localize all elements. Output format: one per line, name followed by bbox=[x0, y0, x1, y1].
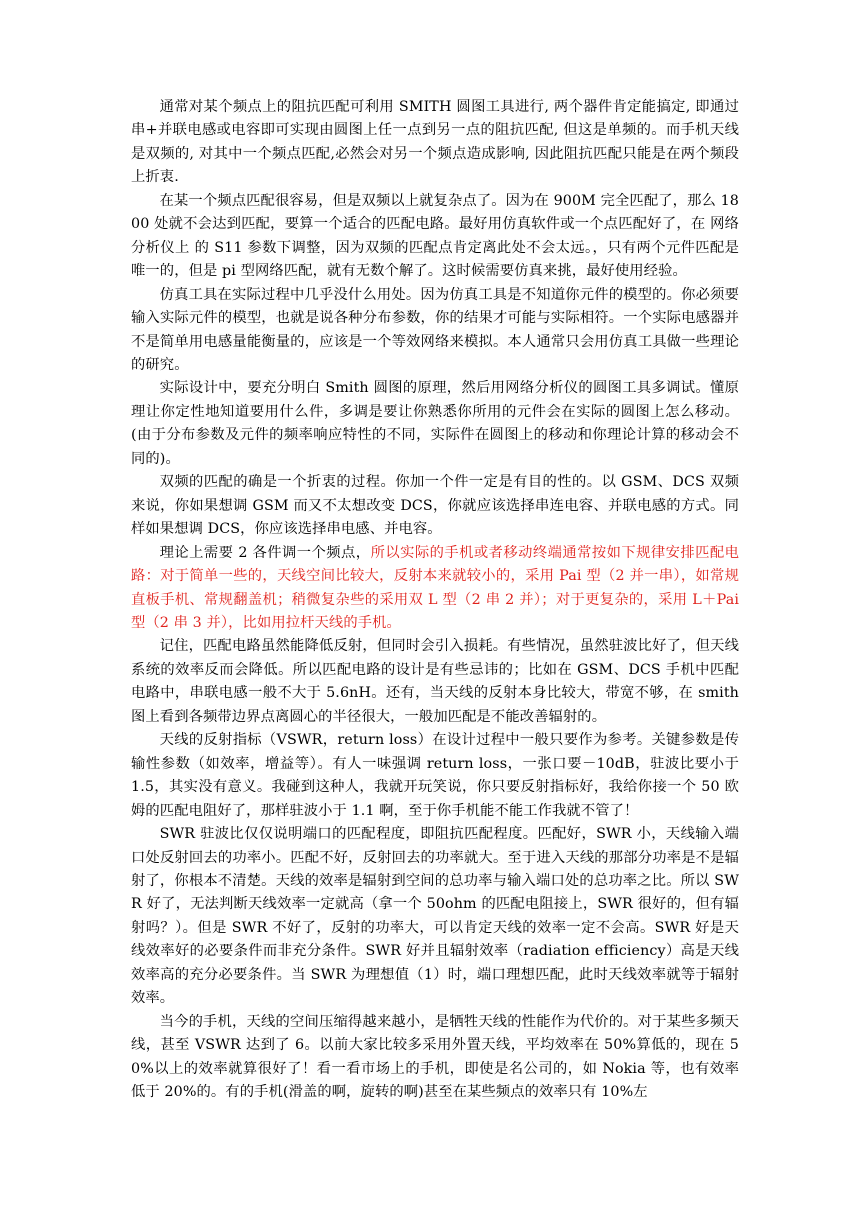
paragraph-6-highlight: 所以实际的手机或者移动终端通常按如下规律安排匹配电路：对于简单一些的，天线空间比较大，反射本来就较小的，采用 Pai 型（2 并一串），如常规直板手机、常规翻盖机；稍微复杂些的采用双 L 型（2 串 2 并）；对于更复杂的，采用 L＋Pai 型（2 串 3 并），比如用拉杆天线的手机。 bbox=[131, 544, 739, 631]
paragraph-4 bbox=[131, 377, 739, 471]
paragraph-9 bbox=[131, 823, 739, 1011]
paragraph-10-text: 当今的手机，天线的空间压缩得越来越小，是牺牲天线的性能作为代价的。对于某些多频天线，甚至 VSWR 达到了 6。以前大家比较多采用外置天线，平均效率在 50%算低的，现在 50%以上的效率就算很好了！看一看市场上的手机，即使是名公司的，如 Nokia 等，也有效率低于 20%的。有的手机(滑盖的啊，旋转的啊)甚至在某些频点的效率只有 10%左 bbox=[131, 1013, 739, 1101]
paragraph-1 bbox=[131, 96, 739, 190]
paragraph-5-text: 双频的匹配的确是一个折衷的过程。你加一个件一定是有目的性的。以 GSM、DCS 双频来说，你如果想调 GSM 而又不太想改变 DCS，你就应该选择串连电容、并联电感的方式。同样如果想调 DCS，你应该选择串电感、并电容。 bbox=[131, 474, 739, 538]
paragraph-8-text: 天线的反射指标（VSWR，return loss）在设计过程中一般只要作为参考。关键参数是传输性参数（如效率，增益等）。有人一味强调 return loss，一张口要－10dB，驻波比要小于 1.5，其实没有意义。我碰到这种人，我就开玩笑说，你只要反射指标好，我给你接一个 50 欧姆的匹配电阻好了，那样驻波小于 1.1 啊，至于你手机能不能工作我就不管了！ bbox=[131, 732, 739, 819]
paragraph-7 bbox=[131, 635, 739, 729]
paragraph-6 bbox=[131, 542, 739, 636]
paragraph-3 bbox=[131, 284, 739, 378]
paragraph-2 bbox=[131, 190, 739, 284]
text-column bbox=[131, 96, 739, 1104]
paragraph-4-text: 实际设计中，要充分明白 Smith 圆图的原理，然后用网络分析仪的圆图工具多调试。懂原理让你定性地知道要用什么件，多调是要让你熟悉你所用的元件会在实际的圆图上怎么移动。(由于分布参数及元件的频率响应特性的不同，实际件在圆图上的移动和你理论计算的移动会不同的)。 bbox=[131, 380, 739, 467]
paragraph-9-text: SWR 驻波比仅仅说明端口的匹配程度，即阻抗匹配程度。匹配好，SWR 小，天线输入端口处反射回去的功率小。匹配不好，反射回去的功率就大。至于进入天线的那部分功率是不是辐射了，你根本不清楚。天线的效率是辐射到空间的总功率与输入端口处的总功率之比。所以 SWR 好了，无法判断天线效率一定就高（拿一个 50ohm 的匹配电阻接上，SWR 很好的，但有辐射吗？）。但是 SWR 不好了，反射的功率大，可以肯定天线的效率一定不会高。SWR 好是天线效率好的必要条件而非充分条件。SWR 好并且辐射效率（radiation efficiency）高是天线效率高的充分必要条件。当 SWR 为理想值（1）时，端口理想匹配，此时天线效率就等于辐射效率。 bbox=[131, 826, 739, 1007]
paragraph-10 bbox=[131, 1011, 739, 1105]
paragraph-3-text: 仿真工具在实际过程中几乎没什么用处。因为仿真工具是不知道你元件的模型的。你必须要输入实际元件的模型，也就是说各种分布参数，你的结果才可能与实际相符。一个实际电感器并不是简单用电感量能衡量的，应该是一个等效网络来模拟。本人通常只会用仿真工具做一些理论的研究。 bbox=[131, 286, 739, 373]
paragraph-6-text: 理论上需要 2 各件调一个频点， bbox=[159, 544, 371, 561]
paragraph-8 bbox=[131, 729, 739, 823]
paragraph-7-text: 记住，匹配电路虽然能降低反射，但同时会引入损耗。有些情况，虽然驻波比好了，但天线系统的效率反而会降低。所以匹配电路的设计是有些忌讳的；比如在 GSM、DCS 手机中匹配电路中，串联电感一般不大于 5.6nH。还有，当天线的反射本身比较大，带宽不够，在 smith 图上看到各频带边界点离圆心的半径很大，一般加匹配是不能改善辐射的。 bbox=[131, 638, 739, 725]
paragraph-5 bbox=[131, 471, 739, 541]
paragraph-1-text: 通常对某个频点上的阻抗匹配可利用 SMITH 圆图工具进行, 两个器件肯定能搞定, 即通过串+并联电感或电容即可实现由圆图上任一点到另一点的阻抗匹配, 但这是单频的。而手机天线是双频的, 对其中一个频点匹配,必然会对另一个频点造成影响, 因此阻抗匹配只能是在两个频段上折衷. bbox=[131, 99, 739, 186]
paragraph-2-text: 在某一个频点匹配很容易，但是双频以上就复杂点了。因为在 900M 完全匹配了，那么 1800 处就不会达到匹配，要算一个适合的匹配电路。最好用仿真软件或一个点匹配好了，在 网络分析仪上 的 S11 参数下调整，因为双频的匹配点肯定离此处不会太远。，只有两个元件匹配是唯一的，但是 pi 型网络匹配，就有无数个解了。这时候需要仿真来挑，最好使用经验。 bbox=[131, 192, 739, 280]
